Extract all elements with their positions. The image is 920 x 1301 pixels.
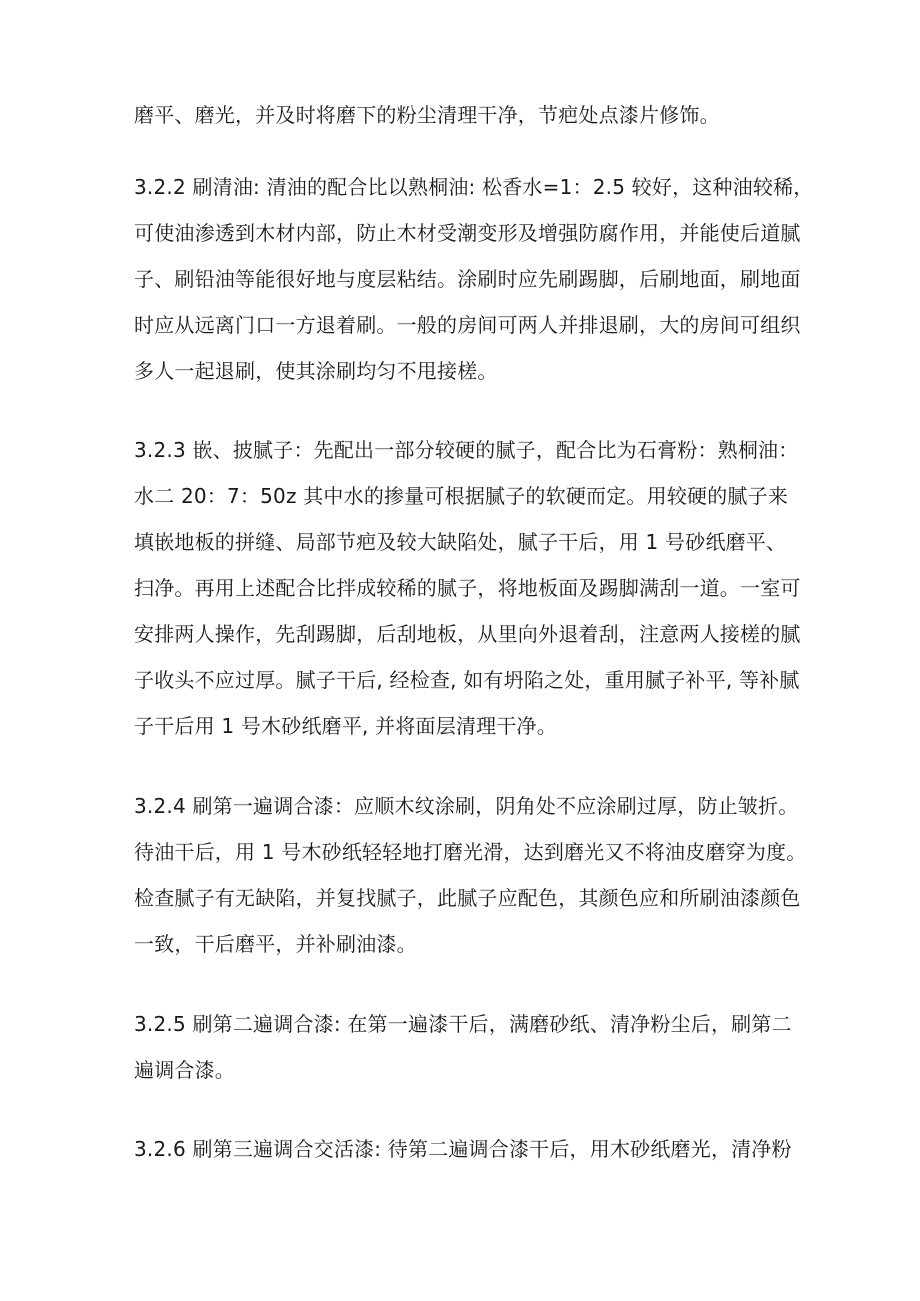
text-line: 3.2.2 刷清油: 清油的配合比以熟桐油: 松香水=1：2.5 较好，这种油较稀，: [134, 175, 814, 199]
text-line: 检查腻子有无缺陷，并复找腻子，此腻子应配色，其颜色应和所刷油漆颜色: [134, 886, 801, 910]
text-line: 多人一起退刷，使其涂刷均匀不甩接槎。: [134, 359, 498, 383]
text-line: 子收头不应过厚。腻子干后, 经检查, 如有坍陷之处，重用腻子补平, 等补腻: [134, 668, 800, 692]
text-line: 3.2.4 刷第一遍调合漆：应顺木纹涂刷，阴角处不应涂刷过厚，防止皱折。: [134, 794, 799, 818]
text-line: 3.2.6 刷第三遍调合交活漆: 待第二遍调合漆干后，用木砂纸磨光，清净粉: [134, 1137, 792, 1161]
text-line: 待油干后，用 1 号木砂纸轻轻地打磨光滑，达到磨光又不将油皮磨穿为度。: [134, 840, 807, 864]
text-line: 扫净。再用上述配合比拌成较稀的腻子，将地板面及踢脚满刮一道。一室可: [134, 576, 801, 600]
text-line: 安排两人操作，先刮踢脚，后刮地板，从里向外退着刮，注意两人接槎的腻: [134, 622, 801, 646]
text-line: 子、刷铅油等能很好地与度层粘结。涂刷时应先刷踢脚，后刷地面，刷地面: [134, 267, 801, 291]
text-line: 3.2.5 刷第二遍调合漆: 在第一遍漆干后，满磨砂纸、清净粉尘后，刷第二: [134, 1012, 792, 1036]
text-line: 水二 20：7：50z 其中水的掺量可根据腻子的软硬而定。用较硬的腻子来: [134, 484, 789, 508]
text-line: 磨平、磨光，并及时将磨下的粉尘清理干净，节疤处点漆片修饰。: [134, 103, 720, 127]
text-line: 可使油渗透到木材内部，防止木材受潮变形及增强防腐作用，并能使后道腻: [134, 221, 801, 245]
text-line: 填嵌地板的拼缝、局部节疤及较大缺陷处，腻子干后，用 1 号砂纸磨平、: [134, 530, 787, 554]
text-line: 遍调合漆。: [134, 1058, 235, 1082]
text-line: 子干后用 1 号木砂纸磨平, 并将面层清理干净。: [134, 714, 557, 738]
text-line: 一致，干后磨平，并补刷油漆。: [134, 932, 417, 956]
text-line: 3.2.3 嵌、披腻子：先配出一部分较硬的腻子，配合比为石膏粉：熟桐油：: [134, 438, 799, 462]
text-line: 时应从远离门口一方退着刷。一般的房间可两人并排退刷，大的房间可组织: [134, 313, 801, 337]
